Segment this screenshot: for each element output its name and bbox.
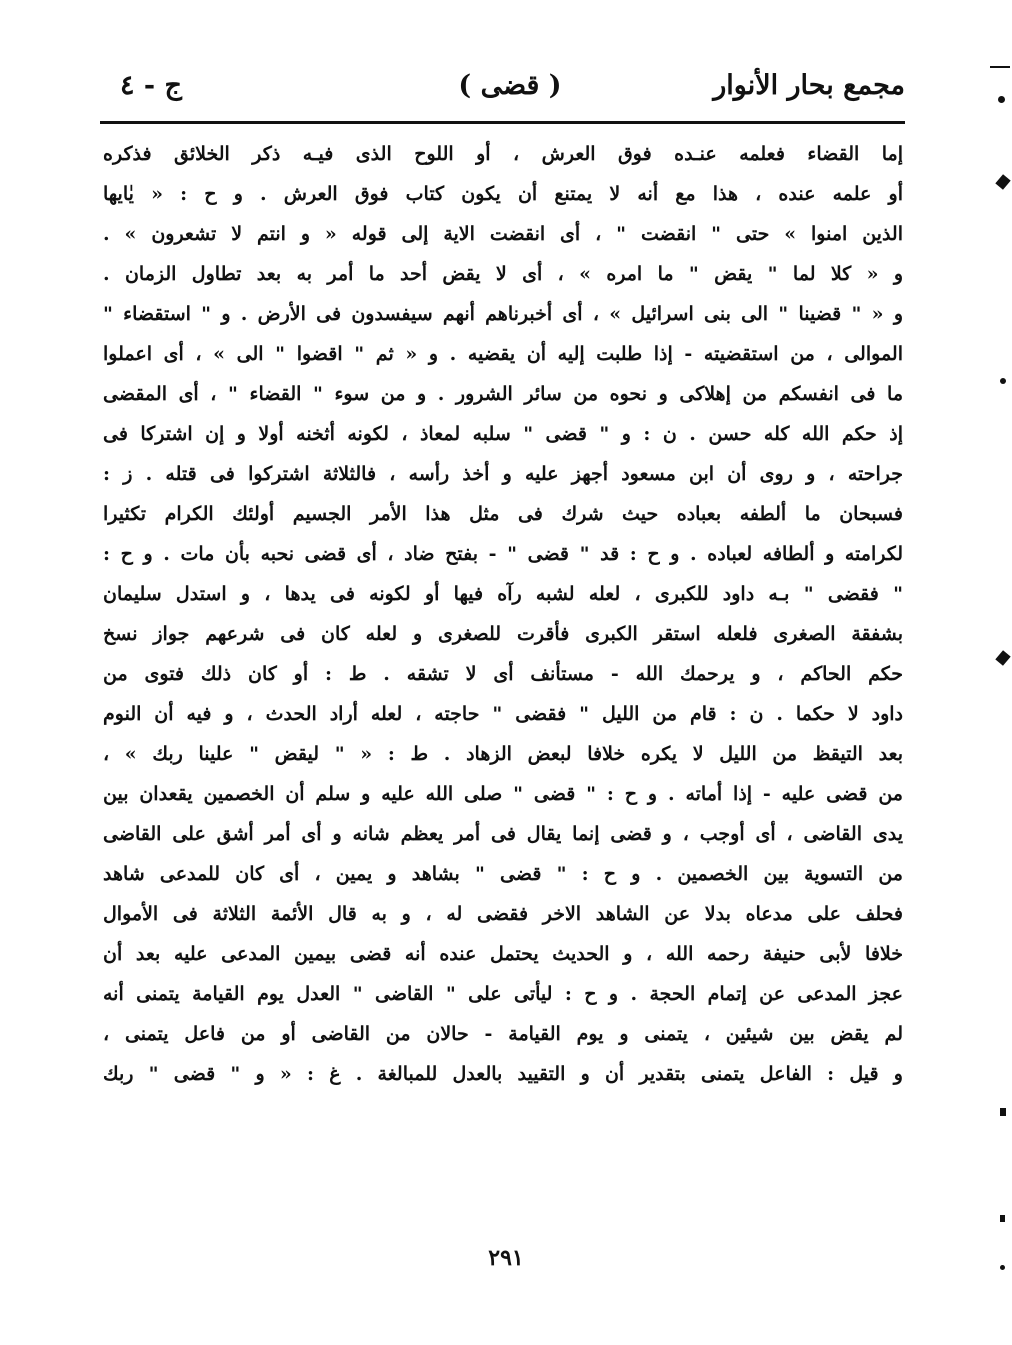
- text-line: إذ حكم الله كله حسن . ن : و " قضى " سلبه لمعاذ ، لكونه أثخنه أولا و إن اشتركا فى: [103, 423, 903, 445]
- text-line: " فقضى " بـه داود للكبرى ، لعله لشبه رآه فيها أو لكونه فى يدها ، و استدل سليمان: [103, 583, 903, 605]
- page-number: ٢٩١: [488, 1245, 524, 1271]
- scan-speck: [995, 650, 1010, 666]
- text-line: و « " قضينا " الى بنى اسرائيل » ، أى أخبرناهم أنهم سيفسدون فى الأرض . و " استقضاء ": [103, 303, 903, 325]
- text-line: داود لا حكما . ن : قام من الليل " فقضى " حاجته ، لعله أراد الحدث ، و فيه أن النوم: [103, 703, 903, 725]
- text-line: الذين امنوا » حتى " انقضت " ، أى انقضت الاية إلى قوله « و انتم لا تشعرون » .: [103, 223, 903, 245]
- entry-heading: ( قضى ): [458, 70, 562, 101]
- scan-speck: [990, 66, 1010, 68]
- scan-speck: [1000, 378, 1006, 384]
- scan-speck: [995, 174, 1010, 190]
- text-line: إما القضاء فعلمه عنـده فوق العرش ، أو اللوح الذى فيـه ذكر الخلائق فذكره: [103, 143, 903, 165]
- text-line: ما فى انفسكم من إهلاكى و نحوه من سائر الشرور . و من سوء " القضاء " ، أى المقضى: [103, 383, 903, 405]
- text-line: بعد التيقظ من الليل لا يكره خلافا لبعض الزهاد . ط : « " ليقض " علينا ربك » ،: [103, 743, 903, 765]
- text-line: يدى القاضى ، أى أوجب ، و قضى إنما يقال فى أمر يعظم شانه و أى أمر أشق على القاضى: [103, 823, 903, 845]
- text-line: جراحته ، و روى أن ابن مسعود أجهز عليه و أخذ رأسه ، فالثلاثة اشتركوا فى قتله . ز :: [103, 463, 903, 485]
- text-line: فحلف على مدعاه بدلا عن الشاهد الاخر فقضى له ، و به قال الأئمة الثلاثة فى الأموال: [103, 903, 903, 925]
- text-line: من قضى عليه - إذا أماته . و ح : " قضى " صلى الله عليه و سلم أن الخصمين يقعدان بين: [103, 783, 903, 805]
- text-line: الموالى ، من استقضيته - إذا طلبت إليه أن يقضيه . و « ثم " اقضوا " الى » ، أى اعملوا: [103, 343, 903, 365]
- text-line: لكرامته و ألطافه لعباده . و ح : قد " قضى " - بفتح ضاد ، أى قضى نحبه بأن مات . و ح :: [103, 543, 903, 565]
- text-line: خلافا لأبى حنيفة رحمه الله ، و الحديث يحتمل عنده أنه قضى بيمين المدعى عليه بعد أن: [103, 943, 903, 965]
- running-header: [100, 70, 905, 120]
- text-line: أو علمه عنده ، هذا مع أنه لا يمتنع أن يكون كتاب فوق العرش . و ح : « يٰايها: [103, 183, 903, 205]
- scan-speck: [1000, 1108, 1006, 1116]
- text-line: من التسوية بين الخصمين . و ح : " قضى " بشاهد و يمين ، أى كان للمدعى شاهد: [103, 863, 903, 885]
- volume-label: ج - ٤: [120, 70, 182, 101]
- text-line: بشفقة الصغرى فلعله استقر الكبرى فأقرت للصغرى و لعله كان فى شرعهم جواز نسخ: [103, 623, 903, 645]
- scan-speck: [1000, 1215, 1005, 1222]
- scan-speck: [998, 96, 1005, 103]
- text-line: و قيل : الفاعل يتمنى بتقدير أن و التقييد بالعدل للمبالغة . غ : « و " قضى " ربك: [103, 1063, 903, 1085]
- text-line: عجز المدعى عن إتمام الحجة . و ح : ليأتى على " القاضى " العدل يوم القيامة يتمنى أنه: [103, 983, 903, 1005]
- scan-speck: [1000, 1265, 1005, 1270]
- book-title: مجمع بحار الأنوار: [713, 70, 905, 101]
- text-line: حكم الحاكم ، و يرحمك الله - مستأنف أى لا تشقه . ط : أو كان ذلك فتوى من: [103, 663, 903, 685]
- header-rule: [100, 121, 905, 124]
- text-line: و « كلا لما " يقض " ما امره » ، أى لا يقض أحد ما أمر به بعد تطاول الزمان .: [103, 263, 903, 285]
- text-line: فسبحان ما ألطفه بعباده حيث شرك فى مثل هذا الأمر الجسيم أولئك الكرام تكثيرا: [103, 503, 903, 525]
- main-text: [103, 134, 903, 1094]
- text-line: لم يقض بين شيئين ، يتمنى و يوم القيامة - حالان من القاضى أو من فاعل يتمنى ،: [103, 1023, 903, 1045]
